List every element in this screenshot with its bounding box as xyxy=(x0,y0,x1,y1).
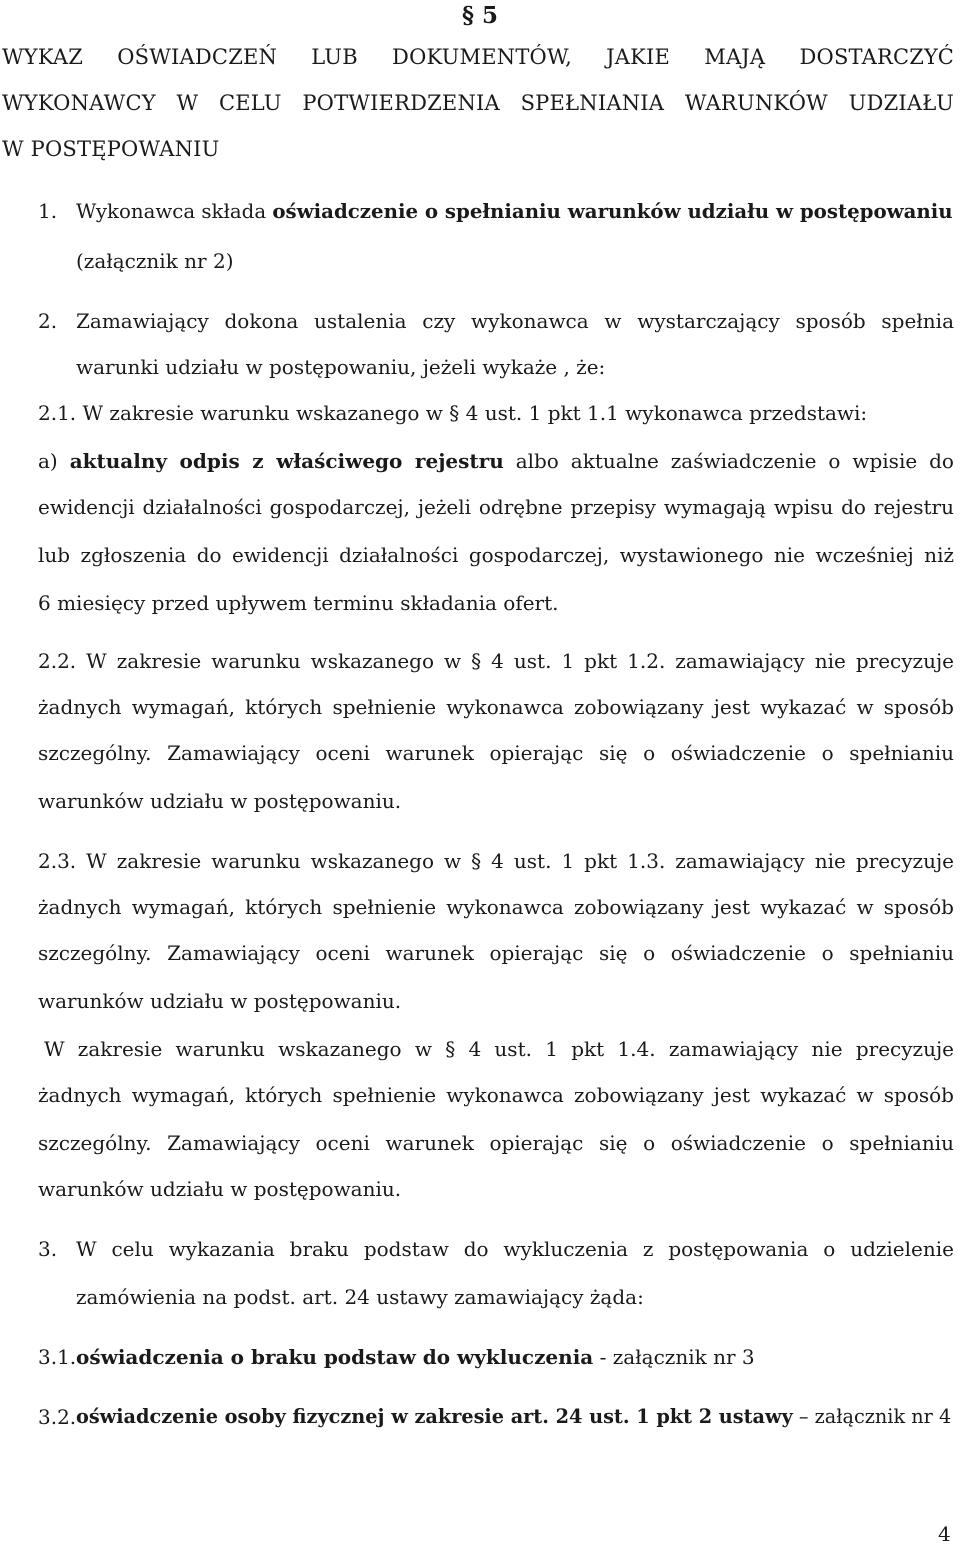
point-2-3-line-2: żadnych wymagań, których spełnienie wykonawca zobowiązany jest wykazać w sposób xyxy=(38,895,954,919)
point-2-2-line-2: żadnych wymagań, których spełnienie wykonawca zobowiązany jest wykazać w sposób xyxy=(38,695,954,719)
point-2-1-a-post: albo aktualne zaświadczenie o wpisie do xyxy=(503,449,954,473)
point-2-2-line-4: warunków udziału w postępowaniu. xyxy=(38,789,402,813)
point-1-text xyxy=(76,199,953,223)
point-2-4-line-3: szczególny. Zamawiający oceni warunek opierając się o oświadczenie o spełnianiu xyxy=(38,1131,954,1155)
point-2-3-line-4: warunków udziału w postępowaniu. xyxy=(38,989,402,1013)
point-2-1-a-label: a) xyxy=(38,449,70,473)
point-2-1-a-bold: aktualny odpis z właściwego rejestru xyxy=(69,449,504,473)
point-2-1-line-4: lub zgłoszenia do ewidencji działalności gospodarczej, wystawionego nie wcześniej niż xyxy=(38,543,954,567)
point-2-4-line-4: warunków udziału w postępowaniu. xyxy=(38,1177,402,1201)
point-2-number: 2. xyxy=(38,309,58,333)
point-3-2-post: – załącznik nr 4 xyxy=(792,1405,952,1428)
point-1-bold: oświadczenie o spełnianiu warunków udziału w postępowaniu xyxy=(272,199,953,223)
point-2-2-line-1: 2.2. W zakresie warunku wskazanego w § 4 ust. 1 pkt 1.2. zamawiający nie precyzuje xyxy=(38,649,954,673)
point-2-1-line-2 xyxy=(38,449,954,473)
point-1-pre: Wykonawca składa xyxy=(76,200,273,223)
section-heading: § 5 xyxy=(462,2,499,29)
point-3-2-text xyxy=(76,1405,951,1428)
heading-line-1: WYKAZ OŚWIADCZEŃ LUB DOKUMENTÓW, JAKIE MAJĄ DOSTARCZYĆ xyxy=(2,45,954,69)
point-2-line-1: Zamawiający dokona ustalenia czy wykonawca w wystarczający sposób spełnia xyxy=(76,309,954,333)
point-3-line-2: zamówienia na podst. art. 24 ustawy zamawiający żąda: xyxy=(76,1285,644,1309)
point-3-2-bold: oświadczenie osoby fizycznej w zakresie art. 24 ust. 1 pkt 2 ustawy xyxy=(76,1405,793,1428)
point-2-line-2: warunki udziału w postępowaniu, jeżeli wykaże , że: xyxy=(76,355,606,379)
point-2-3-line-1: 2.3. W zakresie warunku wskazanego w § 4 ust. 1 pkt 1.3. zamawiający nie precyzuje xyxy=(38,849,954,873)
point-1-line-2: (załącznik nr 2) xyxy=(76,249,234,273)
point-2-1-line-3: ewidencji działalności gospodarczej, jeżeli odrębne przepisy wymagają wpisu do rejestru xyxy=(38,495,954,519)
point-3-1-post: - załącznik nr 3 xyxy=(593,1345,755,1369)
point-3-1-bold: oświadczenia o braku podstaw do wykluczenia xyxy=(76,1345,594,1369)
point-2-3-line-3: szczególny. Zamawiający oceni warunek opierając się o oświadczenie o spełnianiu xyxy=(38,941,954,965)
point-3-1-number: 3.1. xyxy=(38,1345,77,1369)
point-2-1-line-1: 2.1. W zakresie warunku wskazanego w § 4 ust. 1 pkt 1.1 wykonawca przedstawi: xyxy=(38,401,868,425)
point-3-line-1: W celu wykazania braku podstaw do wykluczenia z postępowania o udzielenie xyxy=(76,1237,954,1261)
point-3-2-number: 3.2. xyxy=(38,1405,77,1429)
point-1-number: 1. xyxy=(38,199,58,223)
point-3-1-text xyxy=(76,1345,755,1369)
heading-line-3: W POSTĘPOWANIU xyxy=(2,137,220,161)
point-2-2-line-3: szczególny. Zamawiający oceni warunek opierając się o oświadczenie o spełnianiu xyxy=(38,741,954,765)
point-2-1-line-5: 6 miesięcy przed upływem terminu składania ofert. xyxy=(38,591,559,615)
page-number: 4 xyxy=(938,1522,951,1546)
point-3-number: 3. xyxy=(38,1237,58,1261)
point-2-4-line-2: żadnych wymagań, których spełnienie wykonawca zobowiązany jest wykazać w sposób xyxy=(38,1083,954,1107)
heading-line-2: WYKONAWCY W CELU POTWIERDZENIA SPEŁNIANIA WARUNKÓW UDZIAŁU xyxy=(2,91,954,115)
point-2-4-line-1: W zakresie warunku wskazanego w § 4 ust. 1 pkt 1.4. zamawiający nie precyzuje xyxy=(44,1037,954,1061)
